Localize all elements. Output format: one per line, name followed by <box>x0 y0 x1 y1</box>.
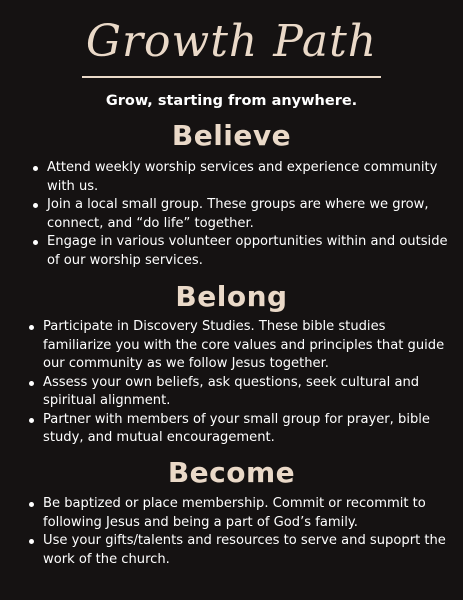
list-item: Use your gifts/talents and resources to serve and supoprt the work of the church. <box>26 532 454 569</box>
section-heading-believe: Believe <box>171 119 292 152</box>
bullet-icon <box>29 325 34 330</box>
list-item: Join a local small group. These groups are where we grow, connect, and “do life” together. <box>30 196 448 233</box>
list-item: Assess your own beliefs, ask questions, seek cultural and spiritual alignment. <box>26 374 450 411</box>
page-header <box>0 0 463 120</box>
section-heading-become: Become <box>167 456 296 489</box>
list-item: Be baptized or place membership. Commit or recommit to following Jesus and being a part of God’s family. <box>26 495 454 532</box>
section-heading-belong: Belong <box>175 280 288 313</box>
tagline: Grow, starting from anywhere. <box>105 93 358 109</box>
belong-list <box>26 318 450 448</box>
list-item: Engage in various volunteer opportunities within and outside of our worship services. <box>30 233 448 270</box>
page-title: Growth Path <box>85 16 378 67</box>
bullet-icon <box>33 166 38 171</box>
list-item: Attend weekly worship services and experience community with us. <box>30 159 448 196</box>
list-item: Partner with members of your small group for prayer, bible study, and mutual encouragement. <box>26 411 450 448</box>
title-underline <box>82 76 381 78</box>
bullet-icon <box>29 418 34 423</box>
bullet-icon <box>33 240 38 245</box>
bullet-icon <box>29 381 34 386</box>
list-item: Participate in Discovery Studies. These bible studies familiarize you with the core values and principles that guide our community as we follow Jesus together. <box>26 318 450 374</box>
become-list <box>26 495 454 569</box>
believe-list <box>30 159 448 270</box>
bullet-icon <box>29 539 34 544</box>
bullet-icon <box>29 502 34 507</box>
bullet-icon <box>33 203 38 208</box>
